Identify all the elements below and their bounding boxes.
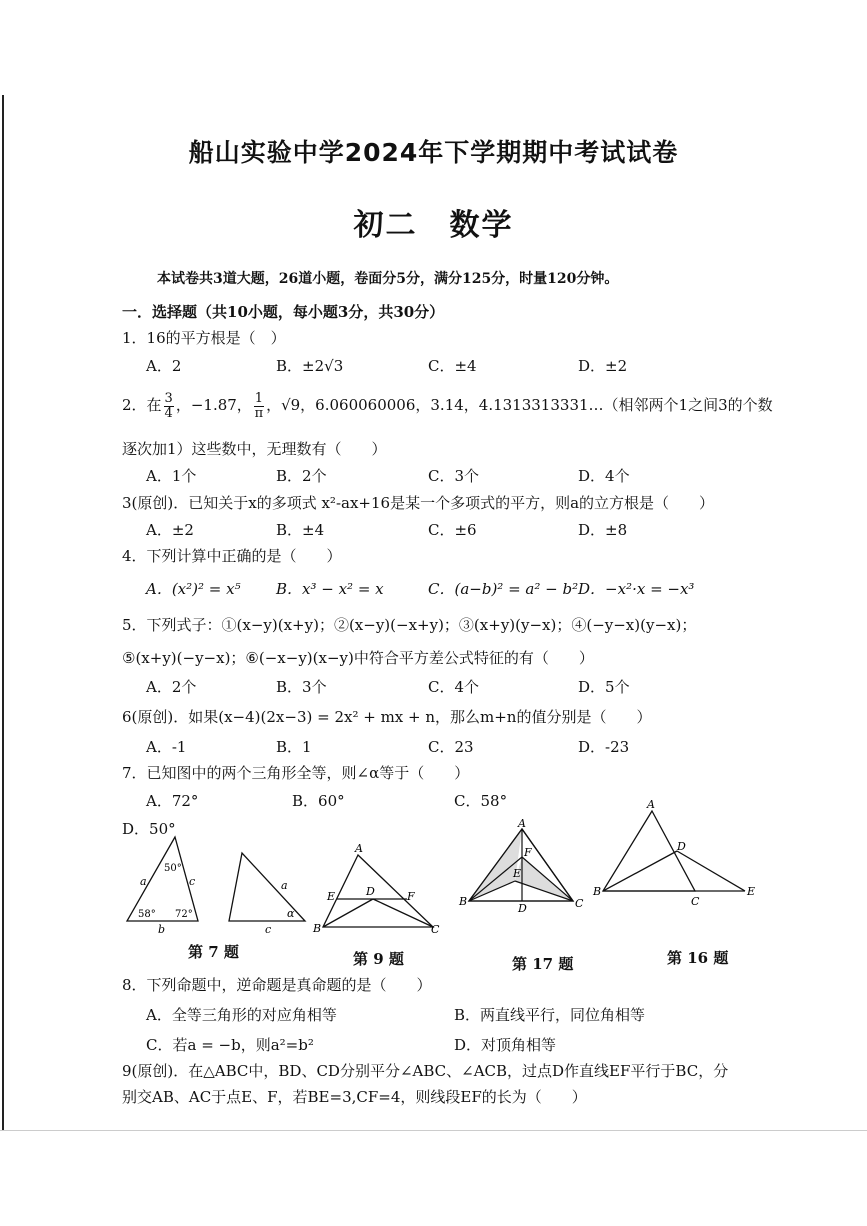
q2-rest: ，√9，6.060060006，3.14，4.1313313331…（相邻两个1之间3的个数 xyxy=(266,396,773,414)
q1-option-b[interactable]: B．±2√3 xyxy=(276,357,344,375)
svg-text:D: D xyxy=(366,885,375,898)
svg-text:A: A xyxy=(518,817,526,830)
fig7-t2-side-c: c xyxy=(265,923,272,935)
q4-option-a[interactable]: A．(x²)² = x⁵ xyxy=(146,580,241,598)
svg-text:B: B xyxy=(593,885,602,898)
figure-16 xyxy=(592,798,755,908)
question-6-stem: 6(原创)．如果(x−4)(2x−3) = 2x² + mx + n，那么m+n的值分别是（ ） xyxy=(122,708,652,726)
svg-text:A: A xyxy=(647,798,655,811)
q2-prefix: 2．在 xyxy=(122,396,162,414)
q7-option-d[interactable]: D．50° xyxy=(122,820,176,838)
exam-subject: 初二 数学 xyxy=(353,208,514,243)
figure-7-triangle-1 xyxy=(127,837,198,935)
q2-mid: ，−1.87， xyxy=(175,396,252,414)
exam-instructions: 本试卷共3道大题，26道小题，卷面分5分，满分125分，时量120分钟。 xyxy=(157,271,619,287)
fig7-t2-alpha: α xyxy=(287,907,295,920)
svg-text:C: C xyxy=(691,895,700,908)
q3-option-a[interactable]: A．±2 xyxy=(146,521,194,539)
question-9-line2: 别交AB、AC于点E、F，若BE=3,CF=4，则线段EF的长为（ ） xyxy=(122,1088,587,1106)
figure-17 xyxy=(458,817,584,915)
q6-option-a[interactable]: A．-1 xyxy=(146,738,187,756)
q7-option-b[interactable]: B．60° xyxy=(292,792,345,810)
fig7-side-a: a xyxy=(140,875,147,888)
q4-option-c[interactable]: C．(a−b)² = a² − b² xyxy=(428,580,579,598)
question-5-line1: 5．下列式子：①(x−y)(x+y)；②(x−y)(−x+y)；③(x+y)(y−x)；④(−y−x)(y−x)； xyxy=(122,616,697,634)
q3-option-d[interactable]: D．±8 xyxy=(578,521,628,539)
q2-fraction-1: $\frac{3}{4}$ xyxy=(164,390,173,421)
q6-option-d[interactable]: D．-23 xyxy=(578,738,630,756)
q5-option-d[interactable]: D．5个 xyxy=(578,678,630,696)
q8-option-d[interactable]: D．对顶角相等 xyxy=(454,1036,557,1054)
fig7-angle-top: 50° xyxy=(164,863,182,874)
svg-text:D: D xyxy=(677,840,686,853)
svg-text:E: E xyxy=(513,867,522,880)
svg-text:C: C xyxy=(575,897,584,910)
q2-option-d[interactable]: D．4个 xyxy=(578,467,630,485)
svg-text:E: E xyxy=(747,885,756,898)
q7-option-c[interactable]: C．58° xyxy=(454,792,508,810)
question-5-line2: ⑤(x+y)(−y−x)；⑥(−x−y)(x−y)中符合平方差公式特征的有（ ） xyxy=(122,649,594,667)
q8-option-c[interactable]: C．若a = −b，则a²=b² xyxy=(146,1036,314,1054)
svg-text:B: B xyxy=(313,922,322,935)
svg-text:D: D xyxy=(518,902,527,915)
fig7-side-c: c xyxy=(189,875,196,888)
svg-text:C: C xyxy=(431,923,440,935)
figure-17-caption: 第 17 题 xyxy=(512,955,574,973)
figure-16-caption: 第 16 题 xyxy=(667,949,729,967)
question-3-stem: 3(原创)．已知关于x的多项式 x²-ax+16是某一个多项式的平方，则a的立方根是（ ） xyxy=(122,494,715,512)
q1-option-d[interactable]: D．±2 xyxy=(578,357,628,375)
bottom-rule xyxy=(0,1130,867,1131)
question-2-line2: 逐次加1）这些数中，无理数有（ ） xyxy=(122,440,387,458)
question-1-stem: 1．16的平方根是（ ） xyxy=(122,329,286,347)
fig7-angle-right: 72° xyxy=(175,909,193,920)
svg-text:A: A xyxy=(355,842,363,855)
q2-option-b[interactable]: B．2个 xyxy=(276,467,327,485)
svg-text:F: F xyxy=(524,846,532,859)
svg-text:F: F xyxy=(407,890,415,903)
exam-title: 船山实验中学2024年下学期期中考试试卷 xyxy=(188,138,679,167)
q1-option-a[interactable]: A．2 xyxy=(146,357,182,375)
q1-option-c[interactable]: C．±4 xyxy=(428,357,477,375)
q3-option-c[interactable]: C．±6 xyxy=(428,521,477,539)
q7-option-a[interactable]: A．72° xyxy=(146,792,199,810)
question-2-stem xyxy=(122,388,773,422)
figure-7-caption: 第 7 题 xyxy=(188,943,239,961)
figures-panel xyxy=(115,795,765,935)
question-9-line1: 9(原创)．在△ABC中，BD、CD分别平分∠ABC、∠ACB，过点D作直线EF平行于BC，分 xyxy=(122,1062,729,1080)
q5-option-c[interactable]: C．4个 xyxy=(428,678,480,696)
q2-fraction-2: $\frac{1}{\pi}$ xyxy=(254,390,264,421)
q2-option-c[interactable]: C．3个 xyxy=(428,467,480,485)
q6-option-b[interactable]: B．1 xyxy=(276,738,312,756)
q3-option-b[interactable]: B．±4 xyxy=(276,521,325,539)
fig7-angle-left: 58° xyxy=(138,909,156,920)
q6-option-c[interactable]: C．23 xyxy=(428,738,474,756)
q5-option-b[interactable]: B．3个 xyxy=(276,678,327,696)
section-heading: 一．选择题（共10小题，每小题3分，共30分） xyxy=(122,303,445,321)
question-8-stem: 8．下列命题中，逆命题是真命题的是（ ） xyxy=(122,976,432,994)
figure-9-caption: 第 9 题 xyxy=(353,950,404,968)
question-7-stem: 7．已知图中的两个三角形全等，则∠α等于（ ） xyxy=(122,764,470,782)
question-4-stem: 4．下列计算中正确的是（ ） xyxy=(122,547,342,565)
q4-option-d[interactable]: D．−x²·x = −x³ xyxy=(578,580,695,598)
fig7-t2-side-a: a xyxy=(281,879,288,892)
q8-option-b[interactable]: B．两直线平行，同位角相等 xyxy=(454,1006,646,1024)
svg-text:B: B xyxy=(459,895,468,908)
figure-9 xyxy=(312,842,440,935)
q5-option-a[interactable]: A．2个 xyxy=(146,678,197,696)
fig7-side-b: b xyxy=(158,923,166,935)
q2-option-a[interactable]: A．1个 xyxy=(146,467,197,485)
left-margin-rule xyxy=(2,95,4,1130)
svg-text:E: E xyxy=(327,890,336,903)
q4-option-b[interactable]: B．x³ − x² = x xyxy=(276,580,384,598)
figure-7-triangle-2 xyxy=(229,853,305,935)
q8-option-a[interactable]: A．全等三角形的对应角相等 xyxy=(146,1006,337,1024)
